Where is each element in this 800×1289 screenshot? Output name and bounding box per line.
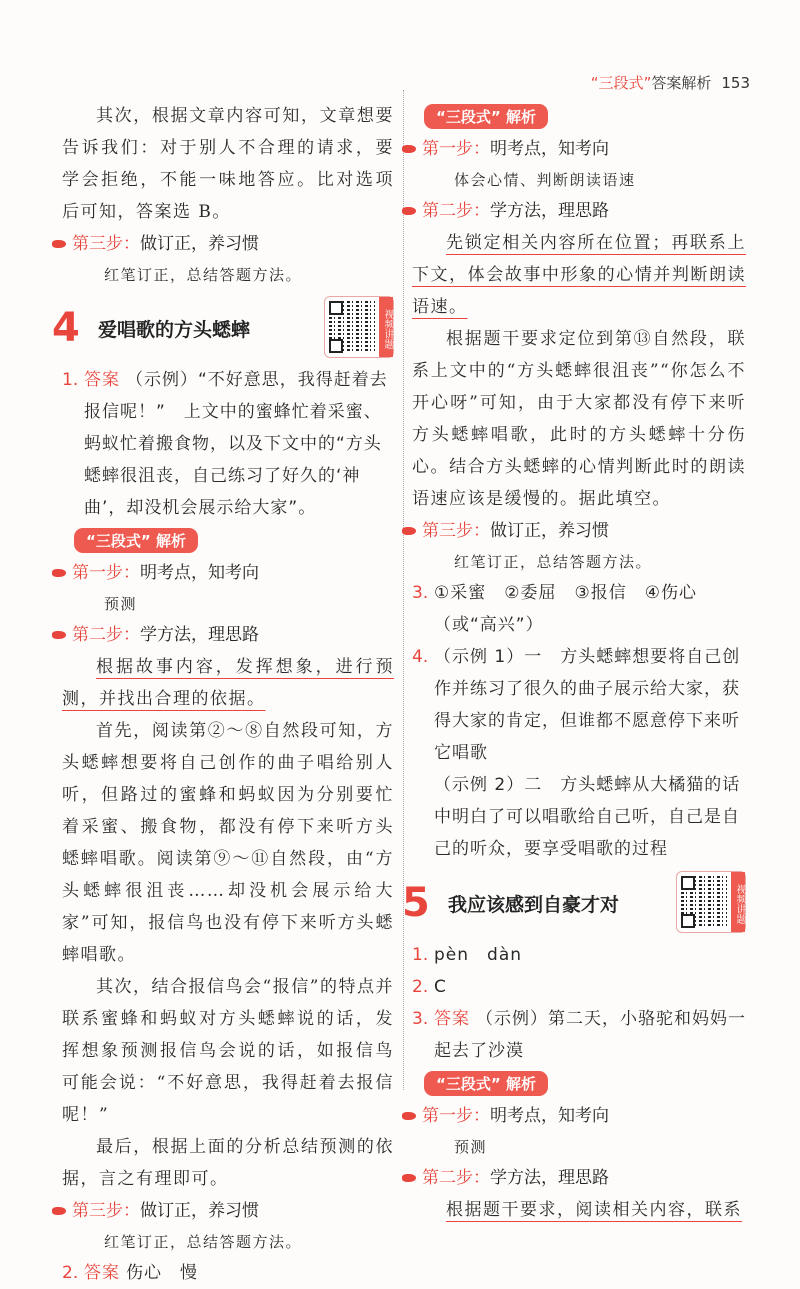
answer-number: 1.	[62, 370, 79, 390]
step-detail: 体会心情、判断朗读语速	[454, 171, 636, 189]
answer-number: 2.	[62, 1263, 79, 1283]
column-divider	[403, 90, 404, 1090]
page-number: 153	[721, 74, 750, 92]
qr-code-video[interactable]	[676, 871, 746, 933]
section-title: 我应该感到自豪才对	[448, 893, 620, 916]
bullet-icon	[402, 1174, 416, 1182]
answer-4	[412, 641, 746, 865]
answer-text: ①采蜜 ②委屈 ③报信 ④伤心（或“高兴”）	[434, 583, 697, 635]
answer-3	[412, 577, 746, 641]
step-three	[52, 228, 394, 260]
step-text: 做订正，养习惯	[140, 1201, 259, 1221]
step-label: 第三步：	[72, 1201, 140, 1221]
answer-1	[62, 364, 394, 524]
left-column	[52, 100, 394, 1289]
section-number: 4	[52, 305, 80, 351]
answer-number: 3.	[412, 583, 429, 603]
step-text: 明考点，知考向	[490, 1106, 609, 1126]
bullet-icon	[402, 1112, 416, 1120]
qr-code-icon	[681, 876, 727, 928]
answer-text: C	[434, 977, 447, 997]
bullet-icon	[52, 569, 66, 577]
section-number: 5	[402, 880, 430, 926]
paragraph: 首先，阅读第②～⑧自然段可知，方头蟋蟀想要将自己创作的曲子唱给别人听，但路过的蜜蜂和蚂蚁因为分别要忙着采蜜、搬食物，都没有停下来听方头蟋蟀唱歌。阅读第⑨～⑪自然段，由“方头蟋蟀很沮丧……却没机会展示给大家”可知，报信鸟也没有停下来听方头蟋蟀唱歌。	[62, 721, 394, 965]
step-detail: 预测	[454, 1138, 488, 1156]
answer-text: pèn dàn	[434, 945, 523, 965]
answer-2	[62, 1257, 394, 1289]
answer-example-1: （示例 1）一 方头蟋蟀想要将自己创作并练习了很久的曲子展示给大家，获得大家的肯定，但谁都不愿意停下来听它唱歌	[434, 647, 741, 763]
answer-text: （示例）“不好意思，我得赶着去报信呢！” 上文中的蜜蜂忙着采蜜、蚂蚁忙着搬食物，以及下文中的“方头蟋蟀很沮丧，自己练习了好久的‘神曲’，却没机会展示给大家”。	[84, 370, 388, 518]
answer-number: 2.	[412, 977, 429, 997]
step-two	[52, 619, 394, 651]
step-text: 明考点，知考向	[140, 563, 259, 583]
section-title: 爱唱歌的方头蟋蟀	[98, 318, 251, 341]
step-label: 第三步：	[72, 234, 140, 254]
answer-tag: 答案	[434, 1009, 470, 1029]
bullet-icon	[402, 527, 416, 535]
s5-answer-3	[412, 1003, 746, 1067]
paragraph: 其次，结合报信鸟会“报信”的特点并联系蜜蜂和蚂蚁对方头蟋蟀说的话，发挥想象预测报信鸟会说的话，如报信鸟可能会说：“不好意思，我得赶着去报信呢！”	[62, 977, 394, 1125]
three-stage-badge: “三段式” 解析	[424, 1071, 548, 1096]
step-one	[402, 1100, 746, 1132]
bullet-icon	[52, 631, 66, 639]
section-5-heading	[402, 871, 746, 935]
qr-code-video[interactable]	[324, 296, 394, 358]
step-three	[402, 515, 746, 547]
step-label: 第二步：	[72, 625, 140, 645]
paragraph: 根据题干要求定位到第⑬自然段，联系上文中的“方头蟋蟀很沮丧”“你怎么不开心呀”可知，由于大家都没有停下来听方头蟋蟀唱歌，此时的方头蟋蟀十分伤心。结合方头蟋蟀的心情判断此时的朗读语速应该是缓慢的。据此填空。	[412, 329, 746, 509]
answer-number: 3.	[412, 1009, 429, 1029]
bullet-icon	[52, 1207, 66, 1215]
method-note: 先锁定相关内容所在位置；再联系上下文，体会故事中形象的心情并判断朗读语速。	[412, 233, 746, 317]
three-stage-badge: “三段式” 解析	[424, 104, 548, 129]
answer-text: 伤心 慢	[126, 1263, 198, 1283]
answer-tag: 答案	[84, 1263, 120, 1283]
step-text: 做订正，养习惯	[490, 521, 609, 541]
step-detail: 红笔订正，总结答题方法。	[454, 553, 653, 571]
header-brand: “三段式”	[590, 74, 652, 92]
s5-answer-2	[412, 971, 746, 1003]
step-label: 第二步：	[422, 201, 490, 221]
qr-code-icon	[329, 301, 375, 353]
step-text: 学方法，理思路	[490, 1168, 609, 1188]
bullet-icon	[402, 207, 416, 215]
step-label: 第二步：	[422, 1168, 490, 1188]
qr-label: 视频讲题	[731, 872, 745, 932]
paragraph: 其次，根据文章内容可知，文章想要告诉我们：对于别人不合理的请求，要学会拒绝，不能一味地答应。比对选项后可知，答案选 B。	[62, 106, 394, 222]
step-detail: 红笔订正，总结答题方法。	[104, 266, 303, 284]
answer-tag: 答案	[84, 370, 120, 390]
step-three	[52, 1195, 394, 1227]
method-note: 根据题干要求，阅读相关内容，联系	[446, 1200, 742, 1220]
answer-number: 1.	[412, 945, 429, 965]
answer-text: （示例）第二天，小骆驼和妈妈一起去了沙漠	[434, 1009, 746, 1061]
step-one	[402, 133, 746, 165]
bullet-icon	[402, 145, 416, 153]
step-two	[402, 195, 746, 227]
step-text: 学方法，理思路	[140, 625, 259, 645]
header-title: 答案解析	[651, 74, 712, 92]
bullet-icon	[52, 240, 66, 248]
step-detail: 预测	[104, 595, 138, 613]
page-header	[591, 72, 750, 93]
step-label: 第三步：	[422, 521, 490, 541]
section-4-heading	[52, 296, 394, 360]
step-text: 做订正，养习惯	[140, 234, 259, 254]
step-text: 学方法，理思路	[490, 201, 609, 221]
s5-answer-1	[412, 939, 746, 971]
step-two	[402, 1162, 746, 1194]
right-column	[402, 100, 746, 1226]
answer-example-2: （示例 2）二 方头蟋蟀从大橘猫的话中明白了可以唱歌给自己听，自己是自己的听众，要享受唱歌的过程	[434, 775, 741, 859]
step-detail: 红笔订正，总结答题方法。	[104, 1233, 303, 1251]
answer-number: 4.	[412, 647, 429, 667]
step-text: 明考点，知考向	[490, 139, 609, 159]
method-note: 根据故事内容，发挥想象，进行预测，并找出合理的依据。	[62, 657, 394, 709]
qr-label: 视频讲题	[379, 297, 393, 357]
step-label: 第一步：	[422, 139, 490, 159]
step-label: 第一步：	[422, 1106, 490, 1126]
paragraph: 最后，根据上面的分析总结预测的依据，言之有理即可。	[62, 1137, 394, 1189]
step-label: 第一步：	[72, 563, 140, 583]
step-one	[52, 557, 394, 589]
three-stage-badge: “三段式” 解析	[74, 528, 198, 553]
